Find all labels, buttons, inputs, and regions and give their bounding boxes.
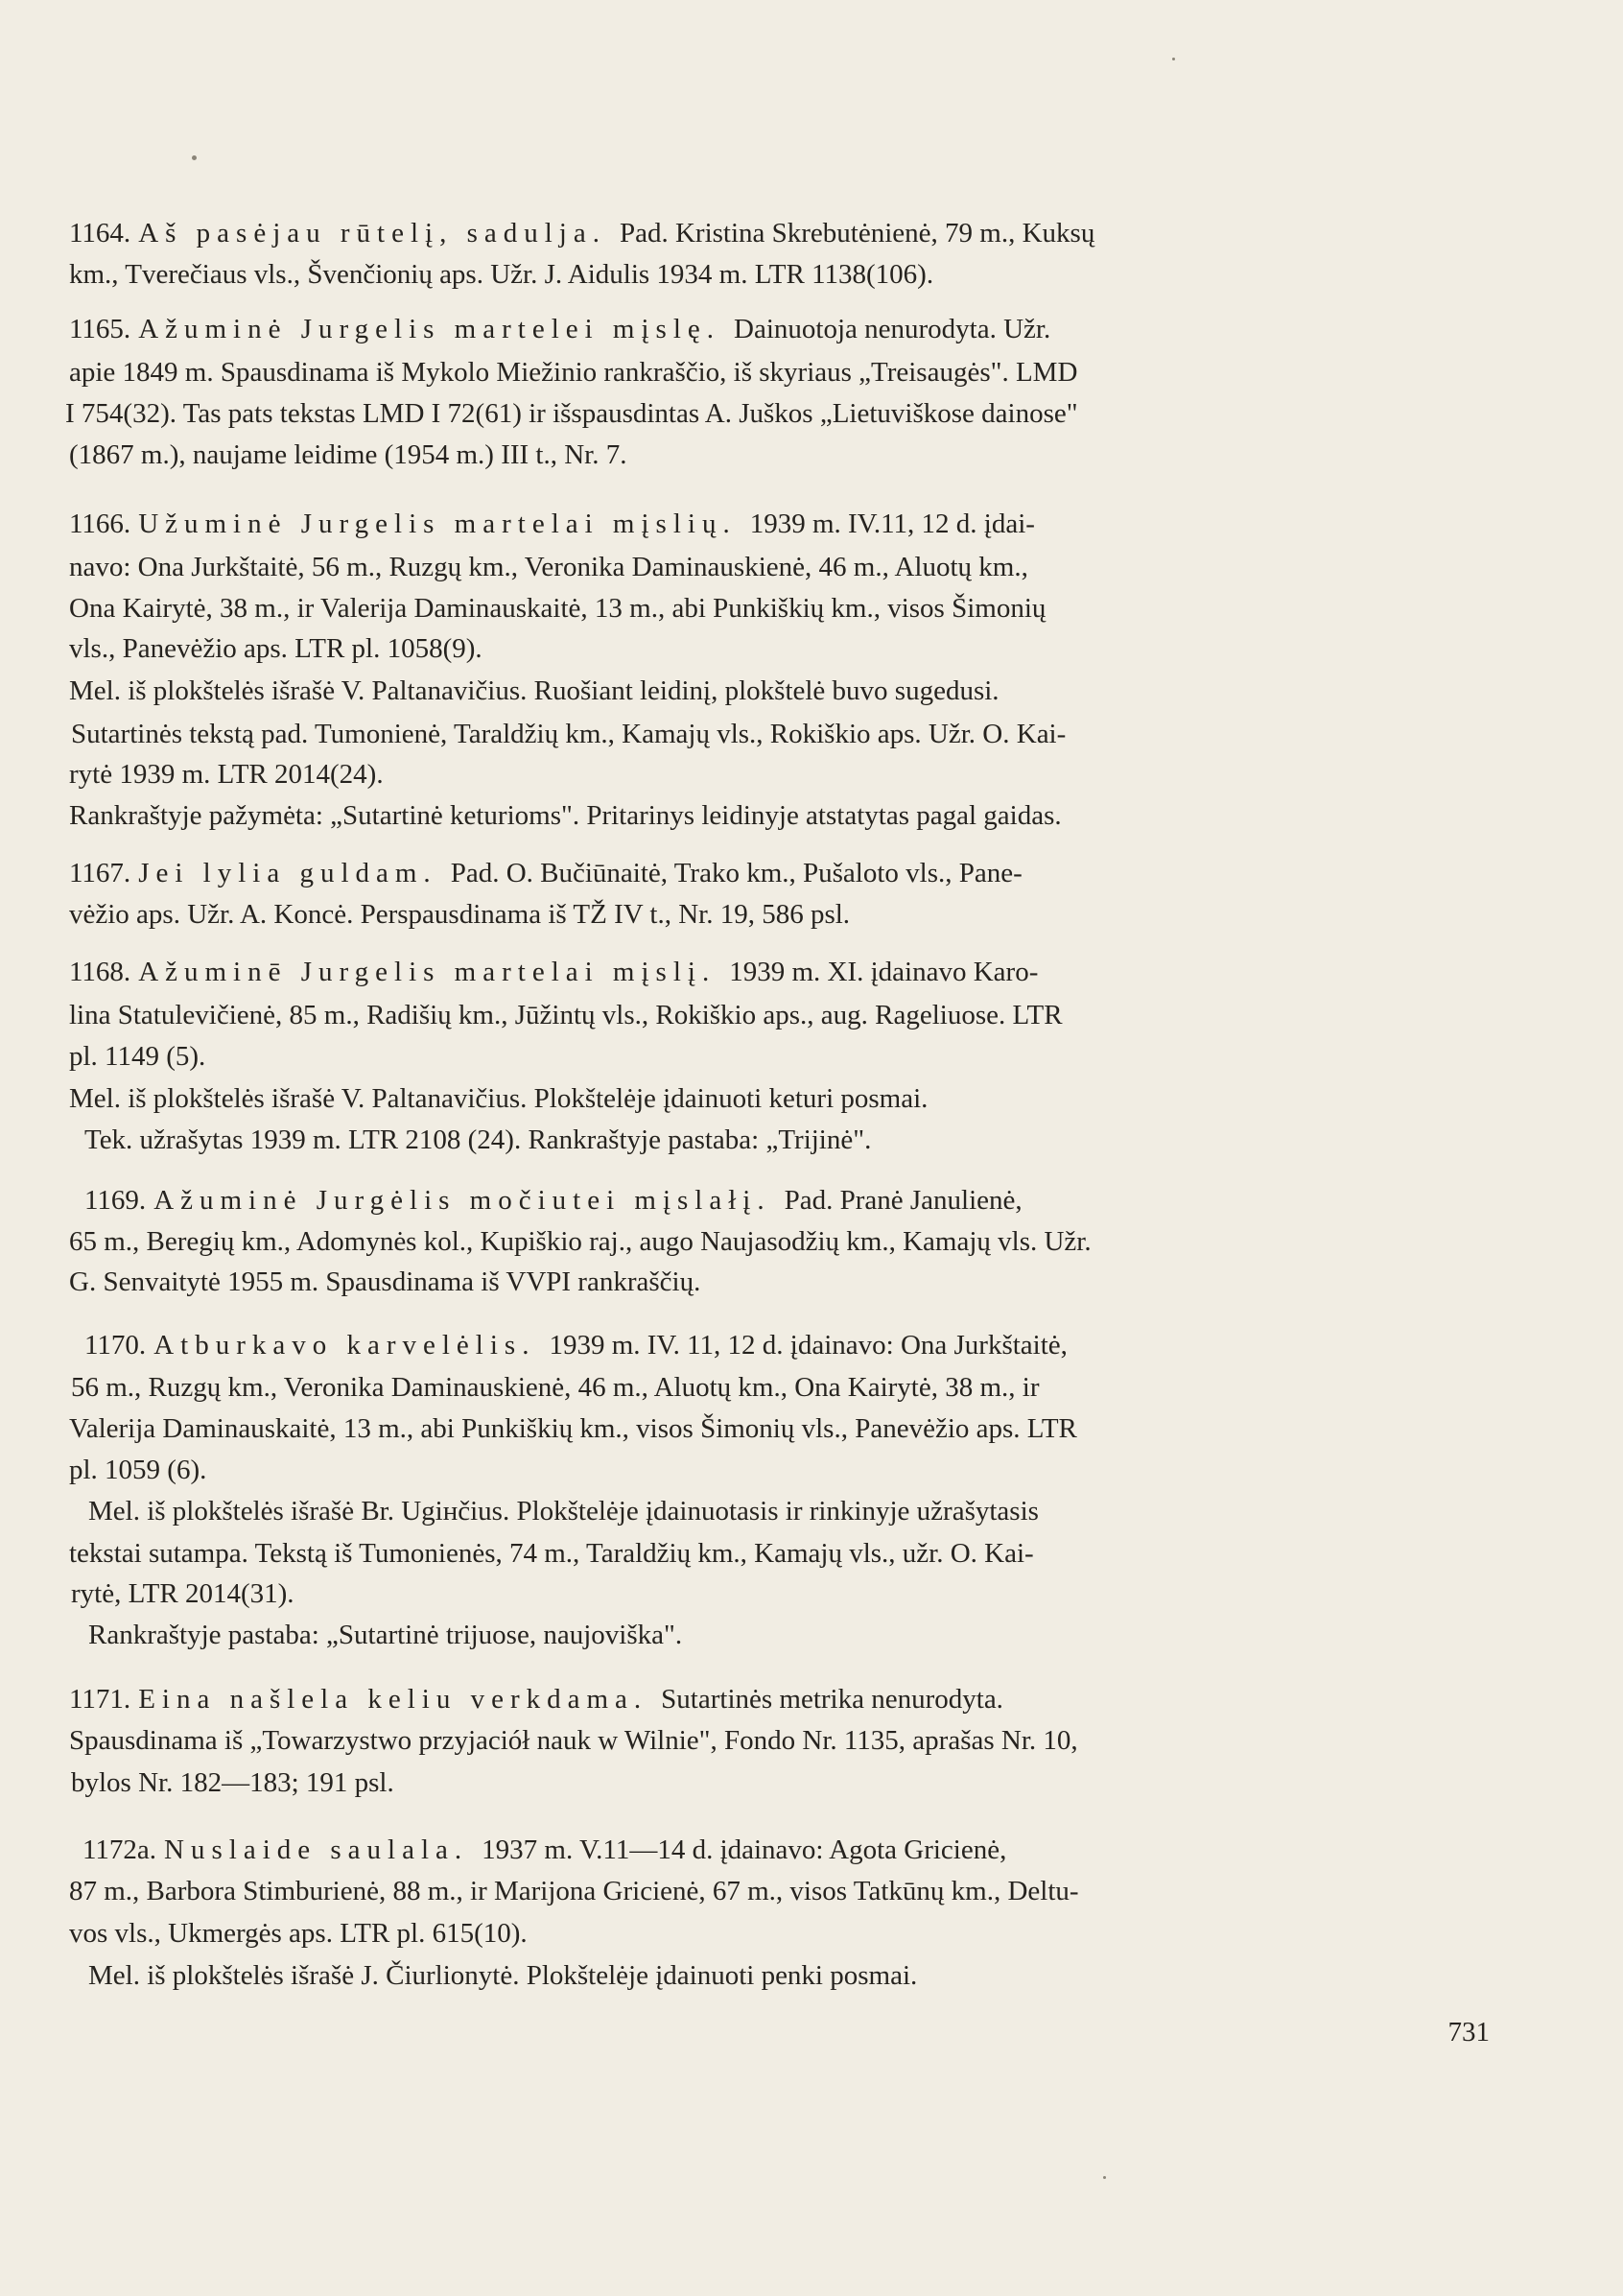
song-title: Užuminė Jurgelis martelai mįslių. [138, 509, 737, 539]
line-text: rytė 1939 m. LTR 2014(24). [69, 759, 384, 790]
text-line [69, 1536, 1034, 1571]
line-text: Spausdinama iš „Towarzystwo przyjaciół nauk w Wilnie", Fondo Nr. 1135, aprašas Nr. 10, [69, 1725, 1078, 1756]
entry-number: 1171. [69, 1684, 131, 1715]
entry-first-line [82, 1833, 1006, 1867]
line-text: Tek. užrašytas 1939 m. LTR 2108 (24). Rankraštyje pastaba: „Trijinė". [84, 1124, 872, 1155]
entry-first-line [84, 1328, 1068, 1362]
text-line [69, 998, 1063, 1032]
line-text: Sutartinės metrika nenurodyta. [661, 1684, 1003, 1715]
line-text: apie 1849 m. Spausdinama iš Mykolo Miežinio rankraščio, iš skyriaus „Treisaugės". LMD [69, 357, 1078, 388]
entry-first-line [69, 955, 1038, 989]
song-title: Ažuminė Jurgelis martelei mįslę. [138, 314, 721, 344]
line-text: I 754(32). Tas pats tekstas LMD I 72(61) ir išspausdintas A. Juškos „Lietuviškose dainose" [65, 398, 1078, 429]
text-line [69, 1039, 205, 1074]
line-text: Dainuotoja nenurodyta. Užr. [734, 314, 1051, 344]
entry-first-line [69, 312, 1050, 346]
line-text: Mel. iš plokštelės išrašė V. Paltanavičius. Plokštelėje įdainuoti keturi posmai. [69, 1083, 929, 1114]
song-title: Ažuminė Jurgėlis močiutei mįslałį. [153, 1185, 771, 1216]
text-line [69, 355, 1077, 390]
text-line [69, 1874, 1079, 1908]
text-line [69, 1081, 928, 1116]
line-text: vos vls., Ukmergės aps. LTR pl. 615(10). [69, 1918, 528, 1949]
line-text: km., Tverečiaus vls., Švenčionių aps. Užr. J. Aidulis 1934 m. LTR 1138(106). [69, 259, 934, 290]
line-text: pl. 1059 (6). [69, 1455, 207, 1485]
entry-number: 1167. [69, 858, 131, 888]
entry-number: 1164. [69, 218, 131, 249]
song-title: Ažuminē Jurgelis martelai mįslį. [138, 957, 717, 987]
line-text: 87 m., Barbora Stimburienė, 88 m., ir Marijona Gricienė, 67 m., visos Tatkūnų km., Deltu- [69, 1876, 1079, 1906]
text-line [69, 757, 384, 792]
song-title: Jei lylia guldam. [138, 858, 437, 888]
line-text: lina Statulevičienė, 85 m., Radišių km., Jūžintų vls., Rokiškio aps., aug. Rageliuose. LTR [69, 1000, 1063, 1030]
line-text: Ona Kairytė, 38 m., ir Valerija Daminauskaitė, 13 m., abi Punkiškių km., visos Šimonių [69, 593, 1047, 624]
entry-first-line [69, 856, 1023, 890]
entry-number: 1172a. [82, 1834, 157, 1865]
line-text: bylos Nr. 182—183; 191 psl. [71, 1767, 394, 1798]
line-text: 1937 m. V.11—14 d. įdainavo: Agota Gricienė, [482, 1834, 1007, 1865]
text-line [69, 897, 850, 932]
line-text: Pad. Kristina Skrebutėnienė, 79 m., Kuksų [619, 218, 1095, 249]
text-line [69, 1224, 1092, 1259]
text-line [69, 1453, 206, 1487]
line-text: Mel. iš plokštelės išrašė V. Paltanavičius. Ruošiant leidinį, plokštelė buvo sugedusi. [69, 675, 1000, 706]
line-text: G. Senvaitytė 1955 m. Spausdinama iš VVPI rankraščių. [69, 1266, 701, 1297]
line-text: Pad. O. Bučiūnaitė, Trako km., Pušaloto vls., Pane- [450, 858, 1023, 888]
line-text: (1867 m.), naujame leidime (1954 m.) III t., Nr. 7. [69, 439, 627, 470]
entry-number: 1169. [84, 1185, 147, 1216]
line-text: Mel. iš plokštelės išrašė J. Čiurlionytė. Plokštelėje įdainuoti penki posmai. [88, 1960, 918, 1991]
line-text: tekstai sutampa. Tekstą iš Tumonienės, 74 m., Taraldžių km., Kamajų vls., užr. O. Kai- [69, 1538, 1034, 1569]
line-text: 1939 m. IV.11, 12 d. įdai- [749, 509, 1035, 539]
line-text: rytė, LTR 2014(31). [71, 1578, 294, 1609]
paper-speck [1172, 58, 1175, 60]
text-line [65, 396, 1078, 431]
song-title: Eina našlela keliu verkdama. [138, 1684, 648, 1715]
line-text: Mel. iš plokštelės išrašė Br. Ugінčius. Plokštelėje įdainuotasis ir rinkinyje užrašytasis [88, 1496, 1039, 1527]
text-line [69, 1723, 1078, 1758]
line-text: vėžio aps. Užr. A. Koncė. Perspausdinama iš TŽ IV t., Nr. 19, 586 psl. [69, 899, 851, 930]
line-text: Rankraštyje pažymėta: „Sutartinė keturioms". Pritarinys leidinyje atstatytas pagal gaidas. [69, 800, 1062, 831]
text-line [69, 631, 482, 666]
entry-number: 1165. [69, 314, 131, 344]
page-number: 731 [1447, 2017, 1490, 2047]
song-title: Nuslaide saulala. [164, 1834, 469, 1865]
line-text: navo: Ona Jurkštaitė, 56 m., Ruzgų km., Veronika Daminauskienė, 46 m., Aluotų km., [69, 552, 1028, 582]
text-line [71, 717, 1066, 751]
song-title: Aš pasėjau rūtelį, sadulja. [138, 218, 606, 249]
text-line [69, 550, 1028, 584]
text-line [88, 1958, 917, 1993]
entry-first-line [69, 507, 1035, 541]
entry-first-line [84, 1183, 1023, 1218]
text-line [84, 1123, 871, 1157]
text-line [71, 1765, 394, 1800]
line-text: 65 m., Beregių km., Adomynės kol., Kupiškio raj., augo Naujasodžių km., Kamajų vls. Užr. [69, 1226, 1092, 1257]
text-line [71, 1576, 294, 1611]
entry-number: 1166. [69, 509, 131, 539]
song-title: Atburkavo karvelėlis. [153, 1330, 536, 1361]
line-text: 56 m., Ruzgų km., Veronika Daminauskienė, 46 m., Aluotų km., Ona Kairytė, 38 m., ir [71, 1372, 1040, 1403]
entry-number: 1168. [69, 957, 131, 987]
text-line [69, 1411, 1077, 1446]
line-text: pl. 1149 (5). [69, 1041, 206, 1072]
text-line [69, 438, 626, 472]
text-line [69, 798, 1062, 833]
text-line [88, 1618, 682, 1652]
line-text: Valerija Daminauskaitė, 13 m., abi Punkiškių km., visos Šimonių vls., Panevėžio aps. LTR [69, 1413, 1077, 1444]
entry-number: 1170. [84, 1330, 147, 1361]
line-text: vls., Panevėžio aps. LTR pl. 1058(9). [69, 633, 482, 664]
text-line [71, 1370, 1040, 1405]
text-line [69, 591, 1046, 626]
paper-speck [1103, 2176, 1106, 2179]
line-text: 1939 m. XI. įdainavo Karo- [729, 957, 1039, 987]
text-line [69, 674, 1000, 708]
line-text: Pad. Pranė Janulienė, [784, 1185, 1023, 1216]
text-line [88, 1494, 1039, 1528]
paper-speck [192, 155, 197, 160]
line-text: Rankraštyje pastaba: „Sutartinė trijuose, naujoviška". [88, 1620, 683, 1650]
text-line [69, 1265, 700, 1299]
text-line [69, 257, 933, 292]
line-text: Sutartinės tekstą pad. Tumonienė, Taraldžių km., Kamajų vls., Rokiškio aps. Užr. O. Kai- [71, 719, 1067, 749]
entry-first-line [69, 1682, 1003, 1716]
text-line [69, 1916, 528, 1951]
line-text: 1939 m. IV. 11, 12 d. įdainavo: Ona Jurkštaitė, [549, 1330, 1068, 1361]
entry-first-line [69, 216, 1094, 250]
